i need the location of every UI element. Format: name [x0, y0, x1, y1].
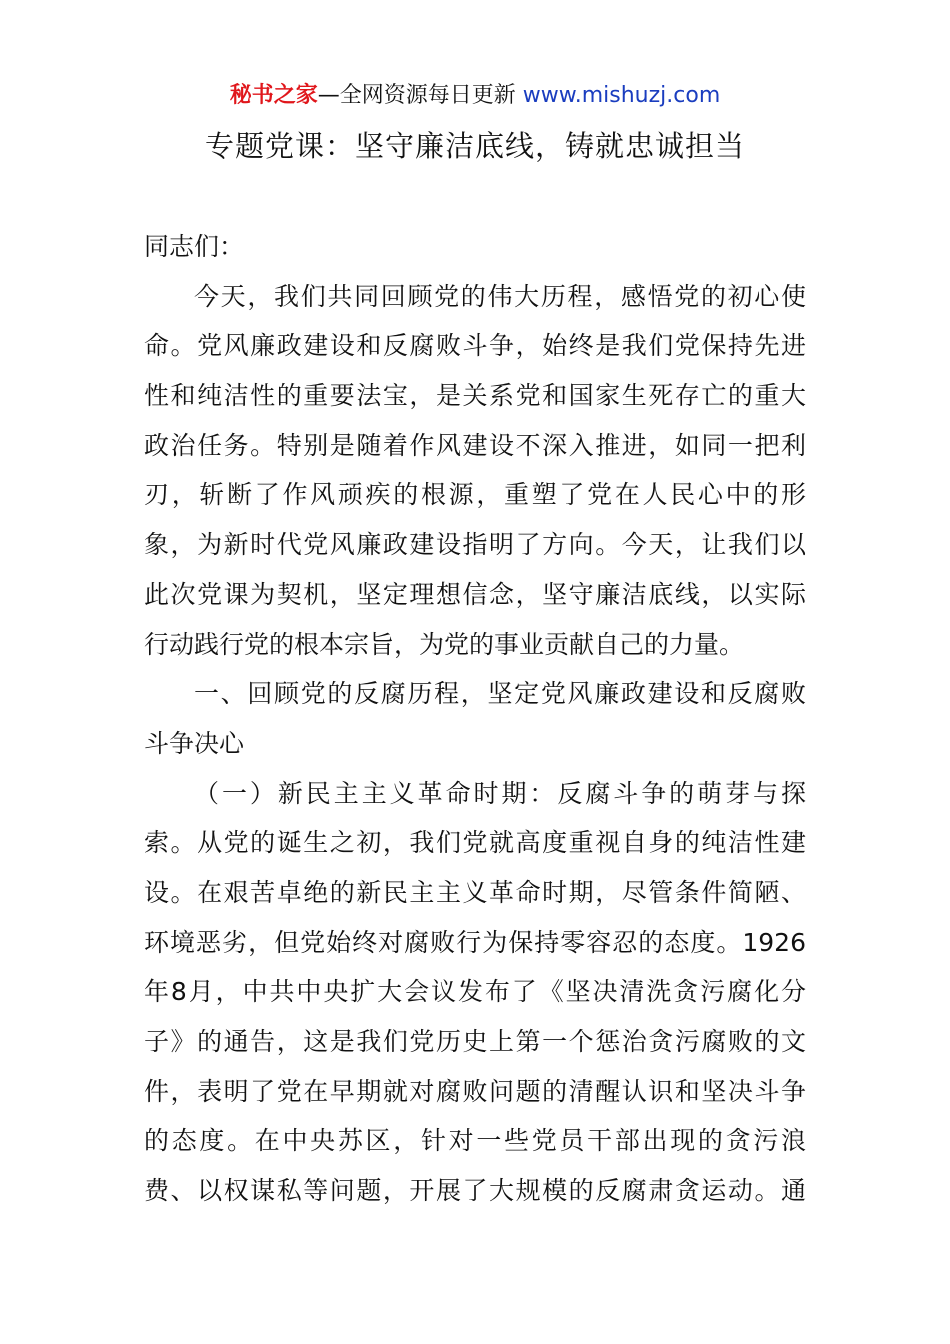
site-header [0, 80, 950, 112]
text-line: 年8月，中共中央扩大会议发布了《坚决清洗贪污腐化分 [144, 977, 806, 1007]
text-line: 命。党风廉政建设和反腐败斗争，始终是我们党保持先进 [144, 331, 806, 361]
brand-name: 秘书之家 [229, 83, 318, 108]
site-url-link[interactable]: www.mishuzj.com [522, 83, 721, 108]
text-line: 费、以权谋私等问题，开展了大规模的反腐肃贪运动。通 [144, 1176, 806, 1206]
text-line: 设。在艰苦卓绝的新民主主义革命时期，尽管条件简陋、 [144, 877, 806, 907]
text-line: 的态度。在中央苏区，针对一些党员干部出现的贪污浪 [144, 1126, 806, 1156]
text-line: 刃，斩断了作风顽疾的根源，重塑了党在人民心中的形 [144, 480, 806, 510]
document-title: 专题党课：坚守廉洁底线，铸就忠诚担当 [204, 129, 745, 163]
site-tagline: —全网资源每日更新 [317, 83, 523, 108]
text-line: 行动践行党的根本宗旨，为党的事业贡献自己的力量。 [144, 629, 745, 659]
text-line: 斗争决心 [144, 728, 245, 758]
text-line: 此次党课为契机，坚定理想信念，坚守廉洁底线，以实际 [144, 579, 806, 609]
text-line: 一、回顾党的反腐历程，坚定党风廉政建设和反腐败 [194, 679, 806, 709]
text-line: 性和纯洁性的重要法宝，是关系党和国家生死存亡的重大 [144, 381, 806, 411]
text-line: 象，为新时代党风廉政建设指明了方向。今天，让我们以 [144, 530, 806, 560]
text-line: 政治任务。特别是随着作风建设不深入推进，如同一把利 [144, 430, 806, 460]
text-line: 件，表明了党在早期就对腐败问题的清醒认识和坚决斗争 [144, 1076, 806, 1106]
document-body [144, 222, 806, 1216]
text-line: 环境恶劣，但党始终对腐败行为保持零容忍的态度。1926 [144, 927, 806, 957]
text-line: （一）新民主主义革命时期：反腐斗争的萌芽与探 [194, 778, 806, 808]
text-line: 今天，我们共同回顾党的伟大历程，感悟党的初心使 [194, 281, 806, 311]
text-line: 子》的通告，这是我们党历史上第一个惩治贪污腐败的文 [144, 1027, 806, 1056]
text-line: 索。从党的诞生之初，我们党就高度重视自身的纯洁性建 [144, 828, 806, 858]
text-line: 同志们： [144, 232, 245, 261]
